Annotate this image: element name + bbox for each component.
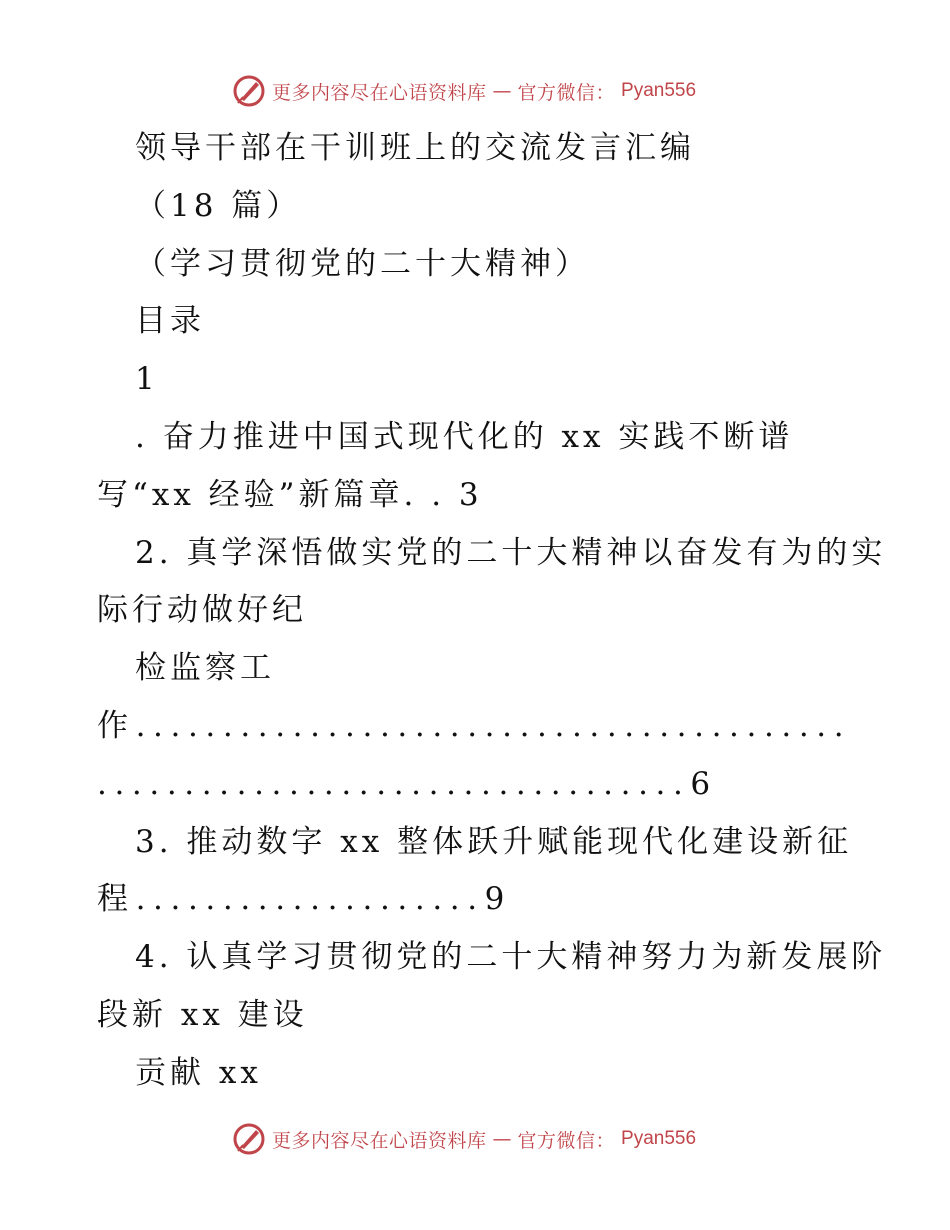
toc-line: 际行动做好纪 [97,592,307,629]
document-title: 领导干部在干训班上的交流发言汇编 [135,130,695,166]
toc-heading: 目录 [135,303,205,340]
document-body [97,120,887,1103]
toc-line: 作......................................... [97,707,852,744]
watermark-header [232,73,696,109]
toc-line: 4. 认真学习贯彻党的二十大精神努力为新发展阶 [135,939,887,976]
toc-line: 段新 xx 建设 [97,996,308,1033]
quill-pen-logo-icon [232,74,266,108]
toc-line: 写“xx 经验”新篇章. . 3 [97,476,483,513]
toc-line: 程....................9 [97,881,513,918]
document-count: （18 篇） [135,187,302,224]
watermark-wechat-label: 官方微信： [517,1129,616,1152]
watermark-footer [232,1121,696,1157]
toc-line: . 奋力推进中国式现代化的 xx 实践不断谱 [135,418,794,455]
toc-line: ..................................6 [97,765,718,802]
toc-line: 3. 推动数字 xx 整体跃升赋能现代化建设新征 [135,823,853,860]
watermark-brand-text: 更多内容尽在心语资料库 [272,81,487,104]
watermark-dash: — [492,1128,512,1150]
watermark-brand-text: 更多内容尽在心语资料库 [272,1129,487,1152]
document-subtitle: （学习贯彻党的二十大精神） [135,245,590,282]
toc-line: 1 [135,361,159,398]
watermark-wechat-id: Pyan556 [621,1128,697,1149]
quill-pen-logo-icon [232,1122,266,1156]
toc-line: 2. 真学深悟做实党的二十大精神以奋发有为的实 [135,534,887,571]
watermark-wechat-id: Pyan556 [621,80,697,101]
toc-line: 检监察工 [135,650,275,687]
watermark-wechat-label: 官方微信： [517,81,616,104]
toc-line: 贡献 xx [135,1054,262,1091]
watermark-dash: — [492,80,512,102]
